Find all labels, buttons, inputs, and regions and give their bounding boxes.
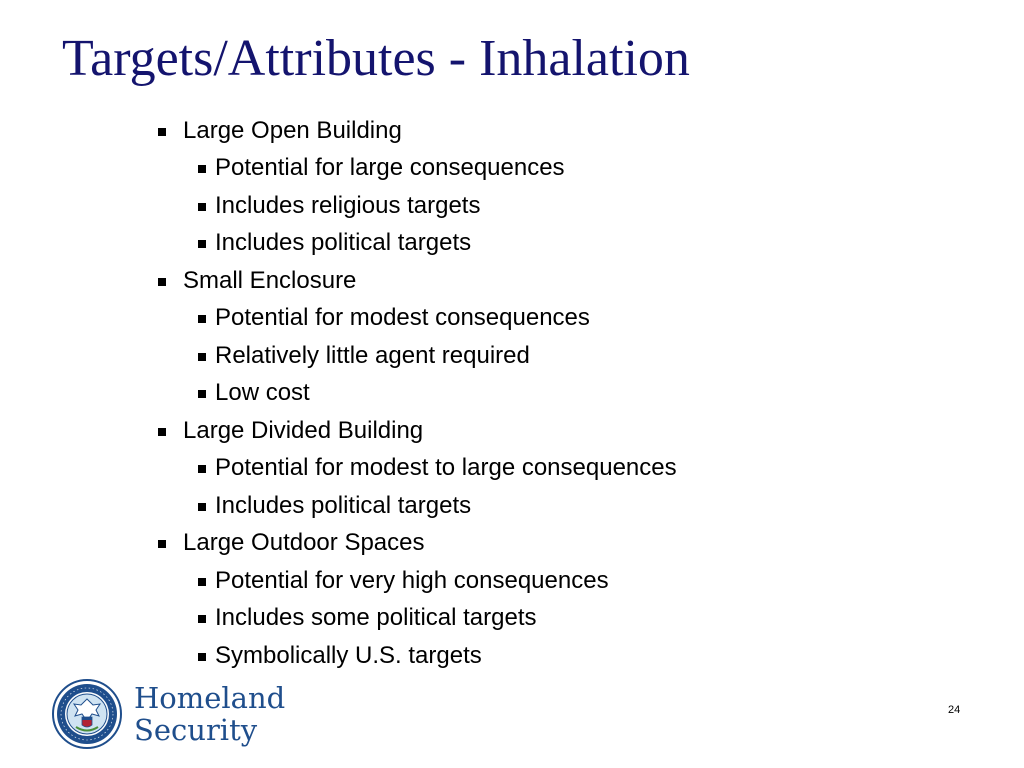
square-bullet-icon — [198, 653, 206, 661]
bullet-group — [158, 525, 677, 675]
sub-bullet-item — [158, 375, 677, 413]
sub-bullet-item — [158, 487, 677, 525]
sub-bullet-label: Includes political targets — [215, 491, 472, 519]
sub-bullet-item — [158, 300, 677, 338]
bullet-list — [158, 112, 677, 675]
sub-bullet-label: Low cost — [215, 379, 310, 407]
sub-bullet-list — [158, 300, 677, 413]
bullet-item — [158, 412, 677, 450]
square-bullet-icon — [198, 390, 206, 398]
bullet-item — [158, 112, 677, 150]
sub-bullet-label: Potential for modest consequences — [215, 304, 590, 332]
square-bullet-icon — [158, 540, 166, 548]
slide-title: Targets/Attributes - Inhalation — [62, 30, 690, 87]
bullet-item — [158, 262, 677, 300]
square-bullet-icon — [198, 240, 206, 248]
sub-bullet-list — [158, 450, 677, 525]
sub-bullet-list — [158, 150, 677, 263]
sub-bullet-label: Symbolically U.S. targets — [215, 641, 482, 669]
sub-bullet-label: Potential for modest to large consequences — [215, 454, 677, 482]
logo-line-security: Security — [134, 713, 258, 747]
homeland-security-logo — [52, 676, 302, 752]
sub-bullet-item — [158, 450, 677, 488]
bullet-label: Large Outdoor Spaces — [183, 529, 425, 557]
sub-bullet-label: Potential for very high consequences — [215, 566, 609, 594]
sub-bullet-label: Relatively little agent required — [215, 341, 530, 369]
square-bullet-icon — [198, 353, 206, 361]
sub-bullet-item — [158, 637, 677, 675]
square-bullet-icon — [158, 428, 166, 436]
sub-bullet-item — [158, 150, 677, 188]
sub-bullet-label: Potential for large consequences — [215, 154, 565, 182]
sub-bullet-item — [158, 337, 677, 375]
sub-bullet-item — [158, 225, 677, 263]
dhs-seal-icon — [52, 679, 122, 749]
bullet-item — [158, 525, 677, 563]
sub-bullet-label: Includes religious targets — [215, 191, 481, 219]
sub-bullet-item — [158, 562, 677, 600]
square-bullet-icon — [198, 315, 206, 323]
sub-bullet-list — [158, 562, 677, 675]
page-number: 24 — [948, 704, 961, 716]
square-bullet-icon — [198, 465, 206, 473]
square-bullet-icon — [158, 278, 166, 286]
square-bullet-icon — [198, 615, 206, 623]
bullet-group — [158, 112, 677, 262]
bullet-group — [158, 262, 677, 412]
logo-line-homeland: Homeland — [134, 681, 286, 715]
square-bullet-icon — [198, 165, 206, 173]
square-bullet-icon — [158, 128, 166, 136]
square-bullet-icon — [198, 503, 206, 511]
sub-bullet-item — [158, 600, 677, 638]
bullet-label: Large Divided Building — [183, 416, 424, 444]
bullet-label: Small Enclosure — [183, 266, 357, 294]
bullet-label: Large Open Building — [183, 116, 402, 144]
sub-bullet-label: Includes some political targets — [215, 604, 537, 632]
logo-wordmark — [134, 682, 285, 746]
sub-bullet-item — [158, 187, 677, 225]
sub-bullet-label: Includes political targets — [215, 229, 472, 257]
bullet-group — [158, 412, 677, 525]
square-bullet-icon — [198, 578, 206, 586]
square-bullet-icon — [198, 203, 206, 211]
